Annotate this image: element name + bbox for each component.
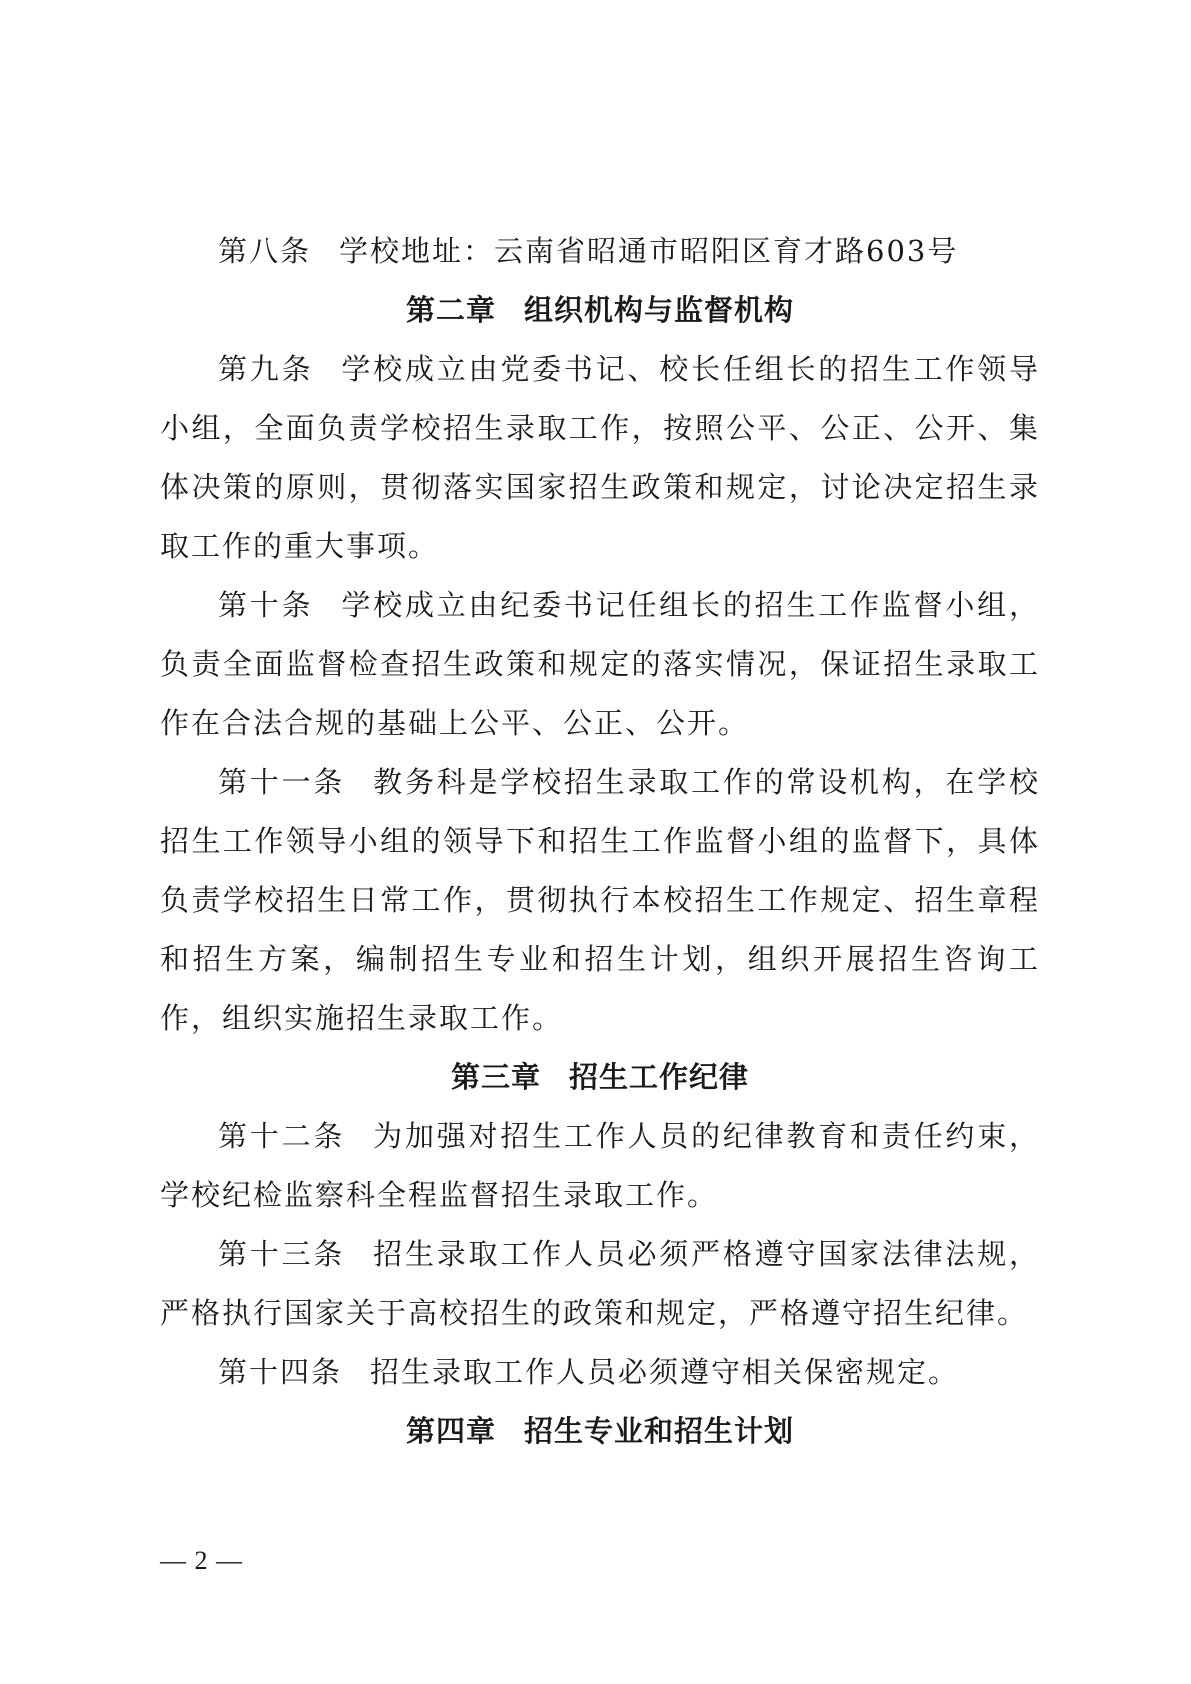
article-8 [160,222,1040,281]
article-13 [160,1225,1040,1343]
article-11 [160,753,1040,1048]
chapter-number: 第三章 [450,1060,541,1094]
chapter-title: 招生工作纪律 [569,1060,750,1094]
article-label: 第八条 [218,234,312,268]
chapter-number: 第四章 [405,1414,496,1448]
chapter-title: 组织机构与监督机构 [524,293,795,327]
article-text: 学校成立由党委书记、校长任组长的招生工作领导小组，全面负责学校招生录取工作，按照公平、公正、公开、集体决策的原则，贯彻落实国家招生政策和规定，讨论决定招生录取工作的重大事项。 [160,352,1040,563]
chapter-4-heading [160,1402,1040,1461]
document-body [160,222,1040,1461]
chapter-number: 第二章 [405,293,496,327]
article-text: 学校地址：云南省昭通市昭阳区育才路603号 [339,234,959,268]
page-number: — 2 — [160,1546,243,1575]
article-text: 招生录取工作人员必须严格遵守国家法律法规，严格执行国家关于高校招生的政策和规定，严格遵守招生纪律。 [160,1237,1040,1330]
chapter-2-heading [160,281,1040,340]
article-text: 教务科是学校招生录取工作的常设机构，在学校招生工作领导小组的领导下和招生工作监督小组的监督下，具体负责学校招生日常工作，贯彻执行本校招生工作规定、招生章程和招生方案，编制招生专业和招生计划，组织开展招生咨询工作，组织实施招生录取工作。 [160,765,1040,1035]
article-12 [160,1107,1040,1225]
article-text: 学校成立由纪委书记任组长的招生工作监督小组，负责全面监督检查招生政策和规定的落实情况，保证招生录取工作在合法合规的基础上公平、公正、公开。 [160,588,1040,740]
article-text: 为加强对招生工作人员的纪律教育和责任约束，学校纪检监察科全程监督招生录取工作。 [160,1119,1040,1212]
article-10 [160,576,1040,753]
article-label: 第九条 [218,352,314,386]
chapter-title: 招生专业和招生计划 [524,1414,795,1448]
article-label: 第十条 [218,588,314,622]
chapter-3-heading [160,1048,1040,1107]
article-label: 第十三条 [218,1237,346,1271]
article-label: 第十二条 [218,1119,346,1153]
article-label: 第十一条 [218,765,346,799]
article-9 [160,340,1040,576]
article-label: 第十四条 [218,1355,343,1389]
article-14 [160,1343,1040,1402]
article-text: 招生录取工作人员必须遵守相关保密规定。 [370,1355,960,1389]
